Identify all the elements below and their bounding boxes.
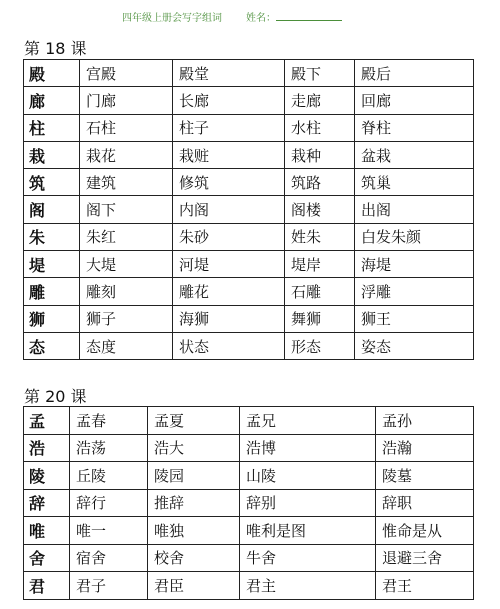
table-row	[24, 87, 474, 114]
word-cell: 牛舍	[240, 544, 376, 572]
table-row	[24, 141, 474, 168]
word-cell: 狮子	[80, 305, 173, 332]
word-cell: 阁楼	[285, 196, 355, 223]
word-cell: 浩瀚	[376, 434, 474, 462]
word-cell: 阁下	[80, 196, 173, 223]
table-row	[24, 114, 474, 141]
word-cell: 君王	[376, 572, 474, 600]
word-cell: 浩荡	[70, 434, 148, 462]
word-cell: 修筑	[173, 169, 285, 196]
word-cell: 君主	[240, 572, 376, 600]
word-cell: 朱砂	[173, 223, 285, 250]
word-cell: 堤岸	[285, 251, 355, 278]
character-cell: 柱	[24, 114, 80, 141]
word-cell: 栽花	[80, 141, 173, 168]
word-cell: 辞行	[70, 489, 148, 517]
word-cell: 海狮	[173, 305, 285, 332]
word-cell: 浮雕	[355, 278, 474, 305]
character-cell: 栽	[24, 141, 80, 168]
word-cell: 出阁	[355, 196, 474, 223]
character-cell: 唯	[24, 517, 70, 545]
word-cell: 形态	[285, 332, 355, 359]
word-cell: 柱子	[173, 114, 285, 141]
word-cell: 校舍	[148, 544, 240, 572]
word-cell: 惟命是从	[376, 517, 474, 545]
word-cell: 浩博	[240, 434, 376, 462]
word-cell: 孟兄	[240, 407, 376, 435]
character-cell: 堤	[24, 251, 80, 278]
word-cell: 山陵	[240, 462, 376, 490]
table-row	[24, 544, 474, 572]
word-cell: 君子	[70, 572, 148, 600]
word-cell: 河堤	[173, 251, 285, 278]
character-cell: 君	[24, 572, 70, 600]
lesson-18-word-table	[23, 59, 474, 360]
word-cell: 君臣	[148, 572, 240, 600]
table-row	[24, 407, 474, 435]
character-cell: 朱	[24, 223, 80, 250]
word-cell: 盆栽	[355, 141, 474, 168]
word-cell: 状态	[173, 332, 285, 359]
word-cell: 石柱	[80, 114, 173, 141]
name-label: 姓名：	[246, 13, 276, 24]
table-row	[24, 223, 474, 250]
word-cell: 栽种	[285, 141, 355, 168]
character-cell: 廊	[24, 87, 80, 114]
lesson-20-word-table	[23, 406, 474, 600]
word-cell: 殿下	[285, 60, 355, 87]
word-cell: 回廊	[355, 87, 474, 114]
word-cell: 陵墓	[376, 462, 474, 490]
word-cell: 海堤	[355, 251, 474, 278]
word-cell: 殿堂	[173, 60, 285, 87]
character-cell: 雕	[24, 278, 80, 305]
word-cell: 陵园	[148, 462, 240, 490]
word-cell: 唯一	[70, 517, 148, 545]
word-cell: 姿态	[355, 332, 474, 359]
word-cell: 推辞	[148, 489, 240, 517]
word-cell: 狮王	[355, 305, 474, 332]
table-row	[24, 434, 474, 462]
word-cell: 浩大	[148, 434, 240, 462]
worksheet-title: 四年级上册会写字组词	[122, 13, 222, 24]
word-cell: 孟春	[70, 407, 148, 435]
character-cell: 阁	[24, 196, 80, 223]
word-cell: 建筑	[80, 169, 173, 196]
character-cell: 狮	[24, 305, 80, 332]
table-row	[24, 278, 474, 305]
word-cell: 栽赃	[173, 141, 285, 168]
word-cell: 宿舍	[70, 544, 148, 572]
table-row	[24, 332, 474, 359]
table-row	[24, 489, 474, 517]
character-cell: 辞	[24, 489, 70, 517]
word-cell: 白发朱颜	[355, 223, 474, 250]
table-row	[24, 517, 474, 545]
word-cell: 水柱	[285, 114, 355, 141]
word-cell: 脊柱	[355, 114, 474, 141]
word-cell: 孟夏	[148, 407, 240, 435]
word-cell: 唯利是图	[240, 517, 376, 545]
word-cell: 筑路	[285, 169, 355, 196]
character-cell: 殿	[24, 60, 80, 87]
word-cell: 殿后	[355, 60, 474, 87]
table-row	[24, 60, 474, 87]
lesson-20-title: 第 20 课	[24, 387, 87, 406]
word-cell: 舞狮	[285, 305, 355, 332]
word-cell: 门廊	[80, 87, 173, 114]
word-cell: 雕花	[173, 278, 285, 305]
character-cell: 陵	[24, 462, 70, 490]
word-cell: 大堤	[80, 251, 173, 278]
word-cell: 朱红	[80, 223, 173, 250]
word-cell: 宫殿	[80, 60, 173, 87]
word-cell: 丘陵	[70, 462, 148, 490]
word-cell: 孟孙	[376, 407, 474, 435]
table-row	[24, 196, 474, 223]
word-cell: 退避三舍	[376, 544, 474, 572]
word-cell: 姓朱	[285, 223, 355, 250]
table-row	[24, 572, 474, 600]
character-cell: 态	[24, 332, 80, 359]
character-cell: 筑	[24, 169, 80, 196]
word-cell: 唯独	[148, 517, 240, 545]
table-row	[24, 462, 474, 490]
table-row	[24, 169, 474, 196]
table-row	[24, 305, 474, 332]
word-cell: 辞别	[240, 489, 376, 517]
word-cell: 长廊	[173, 87, 285, 114]
word-cell: 雕刻	[80, 278, 173, 305]
name-blank-line	[276, 20, 342, 21]
word-cell: 态度	[80, 332, 173, 359]
character-cell: 舍	[24, 544, 70, 572]
table-row	[24, 251, 474, 278]
word-cell: 筑巢	[355, 169, 474, 196]
lesson-18-title: 第 18 课	[24, 39, 87, 58]
word-cell: 辞职	[376, 489, 474, 517]
character-cell: 孟	[24, 407, 70, 435]
character-cell: 浩	[24, 434, 70, 462]
word-cell: 内阁	[173, 196, 285, 223]
worksheet-header	[0, 9, 500, 25]
word-cell: 石雕	[285, 278, 355, 305]
word-cell: 走廊	[285, 87, 355, 114]
